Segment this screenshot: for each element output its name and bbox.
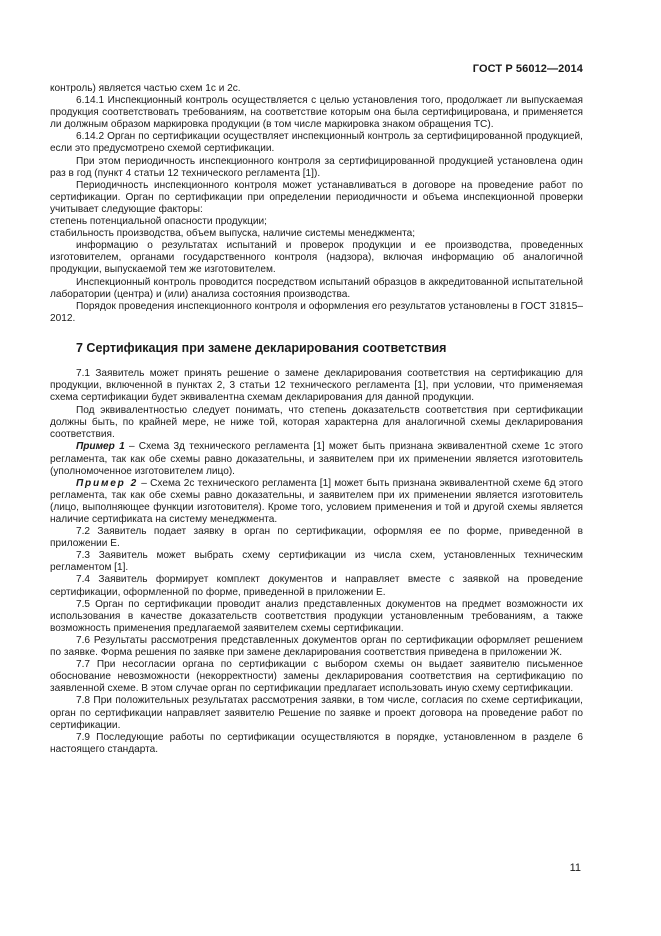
paragraph: Инспекционный контроль проводится посредством испытаний образцов в аккредитованной испытательной лаборатории (центра) и (или) анализа состояния производства. [50,276,583,300]
section-7-heading: 7 Сертификация при замене декларирования соответствия [76,340,447,355]
paragraph-7-6: 7.6 Результаты рассмотрения представленных документов орган по сертификации оформляет решением по заявке. Форма решения по заявке при замене декларирования соответствия приведена в приложении Ж. [50,634,583,659]
factor-item: информацию о результатах испытаний и проверок продукции и ее производства, проведенных изготовителем, органами государственного контроля (надзора), включая информацию об аналогичной продукции, выпускаемой тем же изготовителем. [50,240,583,276]
example-2-text: – Схема 2с технического регламента [1] может быть признана эквивалентной схеме 6д этого регламента, так как обе схемы равно доказательны, и заявителем при их применении является изготовитель (лицо, выполняющее функции изготовителя). Кроме того, условием применения и той и другой схемы является наличие сертификата на систему менеджмента. [50,477,584,525]
document-designation: ГОСТ Р 56012—2014 [472,63,583,75]
example-2 [50,478,583,526]
paragraph-7-8: 7.8 При положительных результатах рассмотрения заявки, в том числе, согласия по схеме сертификации, орган по сертификации направляет заявителю Решение по заявке и проект договора на проведение работ по сертификации. [50,695,583,731]
example-2-label: Пример 2 [76,477,139,489]
paragraph: контроль) является частью схем 1с и 2с. [50,83,241,94]
factor-item: степень потенциальной опасности продукции; [50,216,267,228]
paragraph-7-9: 7.9 Последующие работы по сертификации осуществляются в порядке, установленном в разделе 6 настоящего стандарта. [50,731,583,755]
paragraph: Периодичность инспекционного контроля может устанавливаться в договоре на проведение работ по сертификации. Орган по сертификации при определении периодичности и объема инспекционной проверки учитывает следующие факторы: [50,179,583,215]
example-1-label: Пример 1 [76,441,125,453]
paragraph-7-4: 7.4 Заявитель формирует комплект документов и направляет вместе с заявкой на проведение сертификации, оформленной по форме, приведенной в приложении Е. [50,574,583,598]
paragraph: При этом периодичность инспекционного контроля за сертифицированной продукцией установлена один раз в год (пункт 4 статьи 12 технического регламента [1]). [50,155,583,179]
paragraph-7-2: 7.2 Заявитель подает заявку в орган по сертификации, оформляя ее по форме, приведенной в приложении Е. [50,526,583,550]
paragraph-7-3: 7.3 Заявитель может выбрать схему сертификации из числа схем, установленных техническим регламентом [1]. [50,550,583,574]
paragraph-6-14-2: 6.14.2 Орган по сертификации осуществляет инспекционный контроль за сертифицированной продукцией, если это предусмотрено схемой сертификации. [50,131,583,155]
page-number: 11 [569,862,581,874]
example-1 [50,441,583,477]
paragraph: Порядок проведения инспекционного контроля и оформления его результатов установлены в ГОСТ 31815–2012. [50,300,583,324]
paragraph: Под эквивалентностью следует понимать, что степень доказательств соответствия при сертификации должны быть, по крайней мере, не ниже той, которая характерна для аналогичной схемы декларирования соответствия. [50,405,583,441]
paragraph-7-7: 7.7 При несогласии органа по сертификации с выбором схемы он выдает заявителю письменное обоснование невозможности (некорректности) замены декларирования соответствия на сертификацию по заявленной схеме. В этом случае орган по сертификации предлагает использовать иную схему сертификации. [50,659,583,695]
paragraph-7-5: 7.5 Орган по сертификации проводит анализ представленных документов на предмет возможности их использования в качестве доказательств соответствия продукции установленным требованиям, а также возможность применения предлагаемой заявителем схемы сертификации. [50,598,583,634]
paragraph-7-1: 7.1 Заявитель может принять решение о замене декларирования соответствия на сертификацию для продукции, включенной в пунктах 2, 3 статьи 12 технического регламента [1], при условии, что применяемая схема сертификации будет эквивалентна схемам декларирования для данной продукции. [50,367,583,404]
factor-item: стабильность производства, объем выпуска, наличие системы менеджмента; [50,228,416,240]
paragraph-6-14-1: 6.14.1 Инспекционный контроль осуществляется с целью установления того, продолжает ли выпускаемая продукция соответствовать требованиям, на соответствие которым она была сертифицирована, и применяется ли должным образом маркировка продукции (в том числе маркировка знаком обращения ТС). [50,95,583,131]
example-1-text: – Схема 3д технического регламента [1] может быть признана эквивалентной схеме 1с этого регламента, так как обе схемы равно доказательны, и заявителем при их применении является изготовитель (уполномоченное изготовителем лицо). [50,441,583,477]
document-body [50,83,583,756]
